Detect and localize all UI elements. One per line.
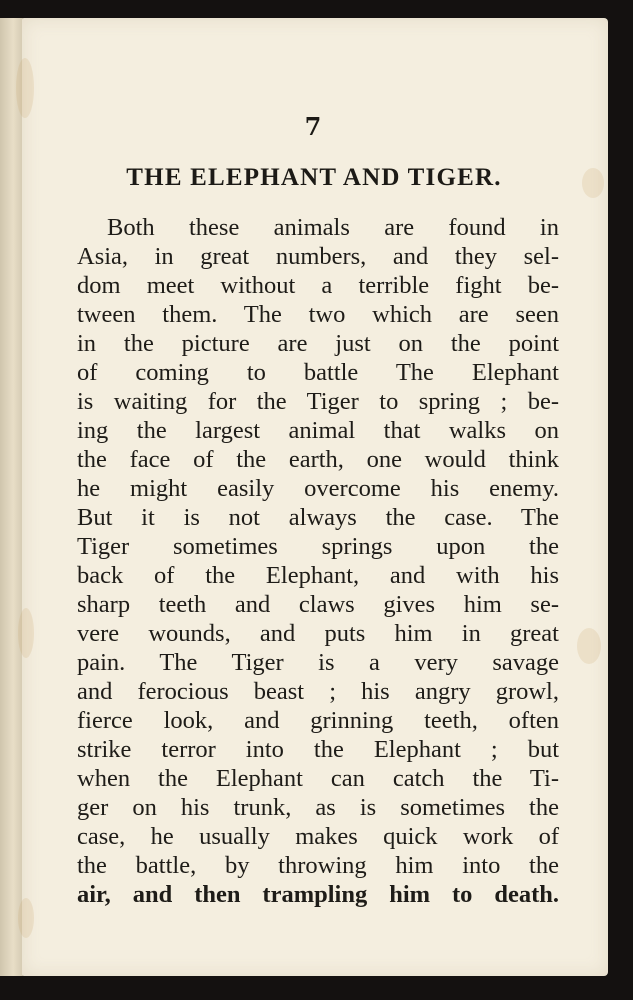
text-line: he might easily overcome his enemy. [77, 475, 559, 502]
text-line: pain. The Tiger is a very savage [77, 649, 559, 676]
text-line: vere wounds, and puts him in great [77, 620, 559, 647]
text-line: Tiger sometimes springs upon the [77, 533, 559, 560]
text-line: air, and then trampling him to death. [77, 881, 559, 908]
text-line: Both these animals are found in [107, 214, 559, 241]
text-line: tween them. The two which are seen [77, 301, 559, 328]
foxing-stain [18, 898, 34, 938]
body-text [77, 213, 559, 909]
chapter-title: THE ELEPHANT AND TIGER. [126, 164, 502, 191]
book-page [22, 18, 608, 976]
text-line: case, he usually makes quick work of [77, 823, 559, 850]
text-line: dom meet without a terrible fight be- [77, 272, 559, 299]
text-line: Asia, in great numbers, and they sel- [77, 243, 559, 270]
foxing-stain [16, 58, 34, 118]
text-line: But it is not always the case. The [77, 504, 559, 531]
text-line: is waiting for the Tiger to spring ; be- [77, 388, 559, 415]
text-line: sharp teeth and claws gives him se- [77, 591, 559, 618]
text-line: of coming to battle The Elephant [77, 359, 559, 386]
page-gutter [0, 18, 23, 976]
text-line: the battle, by throwing him into the [77, 852, 559, 879]
foxing-stain [18, 608, 34, 658]
text-line: when the Elephant can catch the Ti- [77, 765, 559, 792]
foxing-stain [582, 168, 604, 198]
text-line: ing the largest animal that walks on [77, 417, 559, 444]
text-line: fierce look, and grinning teeth, often [77, 707, 559, 734]
foxing-stain [577, 628, 601, 664]
text-line: ger on his trunk, as is sometimes the [77, 794, 559, 821]
text-line: in the picture are just on the point [77, 330, 559, 357]
text-line: back of the Elephant, and with his [77, 562, 559, 589]
page-number: 7 [304, 112, 322, 141]
text-line: and ferocious beast ; his angry growl, [77, 678, 559, 705]
text-line: strike terror into the Elephant ; but [77, 736, 559, 763]
text-line: the face of the earth, one would think [77, 446, 559, 473]
